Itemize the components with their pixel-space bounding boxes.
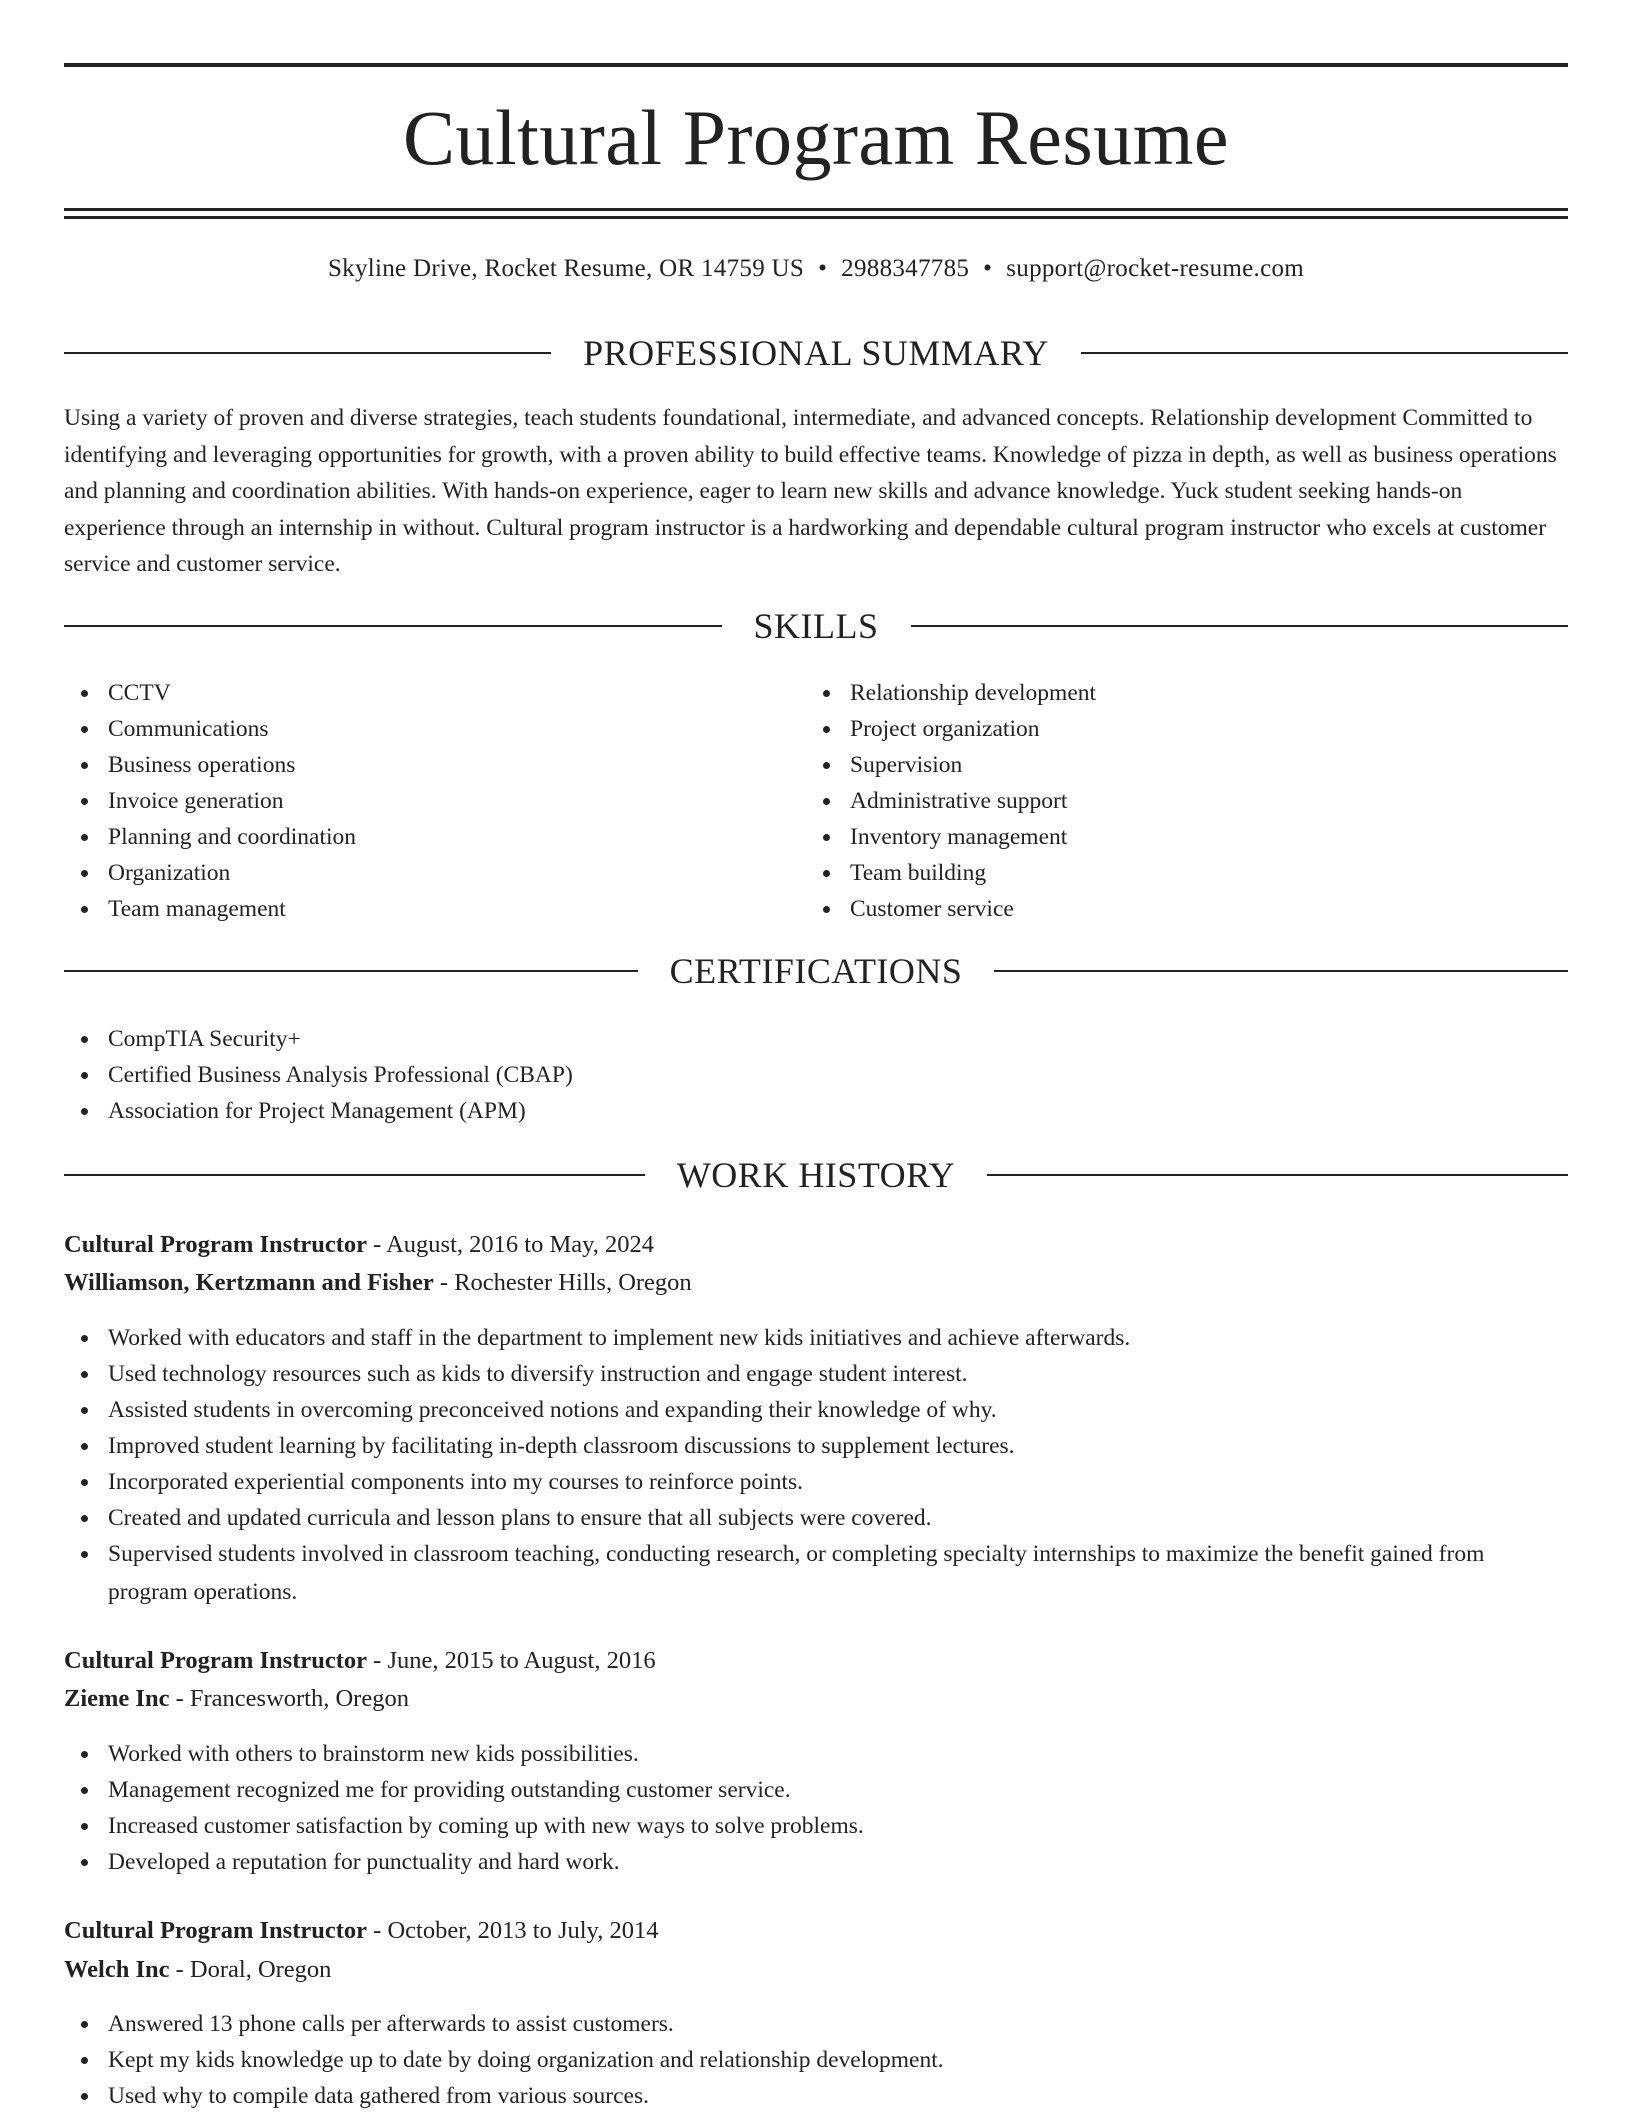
skill-item: Business operations: [64, 747, 764, 783]
job-location: - Rochester Hills, Oregon: [433, 1269, 692, 1296]
job-company-line: [64, 1952, 331, 1988]
skills-section-heading: [64, 606, 1568, 646]
job-company-line: [64, 1265, 692, 1301]
resume-title: Cultural Program Resume: [402, 94, 1230, 181]
skill-item: Supervision: [806, 747, 1506, 783]
job-bullet: Management recognized me for providing outstanding customer service.: [64, 1772, 1568, 1808]
contact-email[interactable]: support@rocket-resume.com: [1006, 255, 1305, 282]
job-bullets: [64, 1320, 1568, 1611]
job-title-line: [64, 1643, 656, 1679]
skill-item: Team building: [806, 855, 1506, 891]
job-bullet: Assisted students in overcoming preconceived notions and expanding their knowledge of why.: [64, 1392, 1568, 1428]
certifications-list: [64, 1021, 1568, 1129]
job-bullets: [64, 2006, 1568, 2114]
job-bullet: Used technology resources such as kids to diversify instruction and engage student interest.: [64, 1356, 1568, 1392]
summary-heading-label: PROFESSIONAL SUMMARY: [583, 333, 1049, 373]
job-bullet: Used why to compile data gathered from various sources.: [64, 2078, 1568, 2114]
job-bullets: [64, 1736, 1568, 1880]
contact-separator: •: [818, 255, 828, 282]
job-title-line: [64, 1227, 654, 1263]
skill-item: CCTV: [64, 675, 764, 711]
work-history-section-heading: [64, 1155, 1568, 1195]
job-bullet: Created and updated curricula and lesson plans to ensure that all subjects were covered.: [64, 1500, 1568, 1536]
heading-rule-right: [911, 625, 1569, 627]
skill-item: Inventory management: [806, 819, 1506, 855]
job-bullet: Answered 13 phone calls per afterwards to assist customers.: [64, 2006, 1568, 2042]
job-title: Cultural Program Instructor: [64, 1231, 368, 1258]
skill-item: Invoice generation: [64, 783, 764, 819]
header-bottom-rule: [64, 208, 1568, 211]
skill-item: Project organization: [806, 711, 1506, 747]
heading-rule-left: [64, 970, 638, 972]
job-dates: - June, 2015 to August, 2016: [367, 1647, 656, 1674]
job-title: Cultural Program Instructor: [64, 1917, 368, 1944]
contact-line: [64, 252, 1568, 286]
job-bullet: Supervised students involved in classroom teaching, conducting research, or completing specialty internships to maximize the benefit gained from program operations.: [64, 1536, 1568, 1611]
job-company: Welch Inc: [64, 1956, 170, 1983]
job-bullet: Kept my kids knowledge up to date by doing organization and relationship development.: [64, 2042, 1568, 2078]
heading-rule-right: [994, 970, 1568, 972]
job-dates: - October, 2013 to July, 2014: [367, 1917, 659, 1944]
skill-item: Customer service: [806, 891, 1506, 927]
heading-rule-left: [64, 352, 551, 354]
certification-item: CompTIA Security+: [64, 1021, 1568, 1057]
skill-item: Team management: [64, 891, 764, 927]
job-bullet: Developed a reputation for punctuality and hard work.: [64, 1844, 1568, 1880]
skill-item: Communications: [64, 711, 764, 747]
header-bottom-rule-second: [64, 216, 1568, 219]
work-heading-label: WORK HISTORY: [676, 1155, 956, 1195]
certifications-section-heading: [64, 951, 1568, 991]
contact-address: Skyline Drive, Rocket Resume, OR 14759 US: [327, 255, 805, 282]
job-dates: - August, 2016 to May, 2024: [367, 1231, 655, 1258]
job-title-line: [64, 1913, 658, 1949]
certifications-heading-label: CERTIFICATIONS: [669, 951, 963, 991]
heading-rule-right: [987, 1174, 1568, 1176]
certification-item: Certified Business Analysis Professional (CBAP): [64, 1057, 1568, 1093]
header-top-rule: [64, 63, 1568, 67]
job-company-line: [64, 1681, 409, 1717]
job-title: Cultural Program Instructor: [64, 1647, 368, 1674]
job-bullet: Worked with others to brainstorm new kids possibilities.: [64, 1736, 1568, 1772]
job-bullet: Incorporated experiential components into my courses to reinforce points.: [64, 1464, 1568, 1500]
skills-list-right: [806, 675, 1506, 927]
skills-heading-label: SKILLS: [753, 606, 879, 646]
job-bullet: Improved student learning by facilitating in-depth classroom discussions to supplement lectures.: [64, 1428, 1568, 1464]
skill-item: Administrative support: [806, 783, 1506, 819]
skill-item: Organization: [64, 855, 764, 891]
heading-rule-left: [64, 1174, 645, 1176]
heading-rule-left: [64, 625, 722, 627]
skill-item: Relationship development: [806, 675, 1506, 711]
contact-separator: •: [983, 255, 993, 282]
summary-text: Using a variety of proven and diverse strategies, teach students foundational, intermediate, and advanced concepts. Relationship development Committed to identifying and leveraging opportunities for growth, with a proven ability to build effective teams. Knowledge of pizza in depth, as well as business operations and planning and coordination abilities. With hands-on experience, eager to learn new skills and advance knowledge. Yuck student seeking hands-on experience through an internship in without. Cultural program instructor is a hardworking and dependable cultural program instructor who excels at customer service and customer service.: [64, 405, 1557, 577]
job-bullet: Worked with educators and staff in the department to implement new kids initiatives and achieve afterwards.: [64, 1320, 1568, 1356]
job-location: - Doral, Oregon: [169, 1956, 332, 1983]
job-company: Zieme Inc: [64, 1685, 170, 1712]
summary-section-heading: [64, 333, 1568, 373]
job-location: - Francesworth, Oregon: [169, 1685, 409, 1712]
job-company: Williamson, Kertzmann and Fisher: [64, 1269, 434, 1296]
skills-list-left: [64, 675, 764, 927]
heading-rule-right: [1081, 352, 1568, 354]
skill-item: Planning and coordination: [64, 819, 764, 855]
certification-item: Association for Project Management (APM): [64, 1093, 1568, 1129]
contact-phone: 2988347785: [841, 255, 970, 282]
job-bullet: Increased customer satisfaction by coming up with new ways to solve problems.: [64, 1808, 1568, 1844]
